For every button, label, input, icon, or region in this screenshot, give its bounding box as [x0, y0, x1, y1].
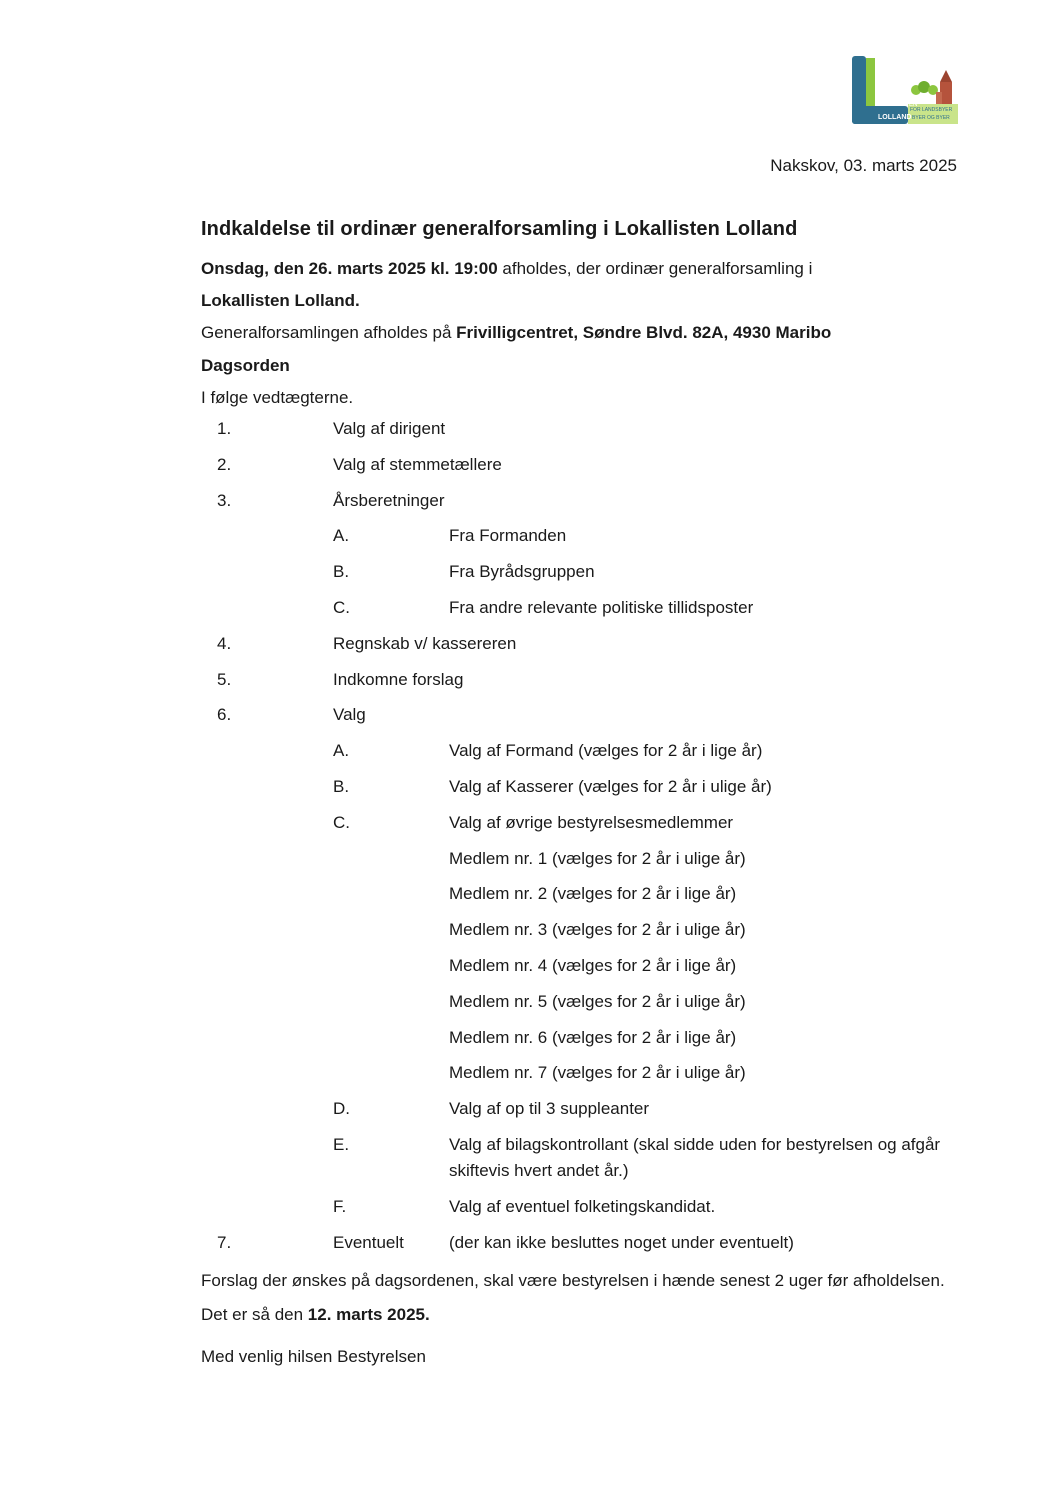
agenda-item — [201, 1130, 961, 1192]
logo-tagline-2: BYER OG BYER — [912, 115, 950, 121]
place-date: Nakskov, 03. marts 2025 — [770, 156, 957, 175]
agenda-item — [201, 987, 961, 1023]
agenda-item-label: C. — [333, 812, 350, 832]
agenda-item-detail: Valg af øvrige bestyrelsesmedlemmer — [449, 812, 734, 832]
agenda-item-label: Indkomne forslag — [333, 669, 464, 689]
intro-date — [201, 253, 961, 285]
agenda-item-detail — [449, 629, 949, 631]
intro-venue — [201, 317, 961, 349]
agenda-item — [201, 1228, 961, 1264]
agenda-item — [201, 486, 961, 522]
intro-venue-prefix: Generalforsamlingen afholdes på — [201, 323, 457, 342]
agenda-item — [201, 951, 961, 987]
agenda-item-detail: Fra Byrådsgruppen — [449, 562, 595, 582]
agenda-item-number: 5. — [217, 669, 232, 689]
agenda-item — [201, 1192, 961, 1228]
agenda-item-detail: Medlem nr. 1 (vælges for 2 år i ulige år) — [449, 848, 746, 868]
closing-deadline: 12. marts 2025. — [307, 1304, 430, 1324]
agenda-item-detail: Valg af Formand (vælges for 2 år i lige år) — [449, 741, 763, 761]
agenda-item-detail: Fra Formanden — [449, 526, 567, 546]
agenda-item-label: D. — [333, 1099, 350, 1119]
agenda-item-detail: Valg af Kasserer (vælges for 2 år i ulige år) — [449, 776, 772, 796]
agenda-item — [201, 629, 961, 665]
agenda-item-detail — [449, 450, 949, 452]
agenda-intro: I følge vedtægterne. — [201, 388, 354, 407]
agenda-item-label: A. — [333, 526, 350, 546]
intro-date-bold: Onsdag, den 26. marts 2025 kl. 19:00 — [201, 259, 498, 278]
agenda-item — [201, 736, 961, 772]
agenda-item-label: Valg af dirigent — [333, 419, 446, 438]
agenda-item-label: Valg — [333, 705, 366, 725]
agenda-item-number: 4. — [217, 633, 232, 653]
document-title: Indkaldelse til ordinær generalforsamling i Lokallisten Lolland — [201, 218, 798, 240]
agenda-item — [201, 808, 961, 844]
agenda-item-detail: Medlem nr. 2 (vælges for 2 år i lige år) — [449, 884, 737, 904]
agenda-item-label: Eventuelt — [333, 1232, 404, 1252]
agenda-item-detail — [449, 414, 949, 416]
agenda-item-detail: Medlem nr. 7 (vælges for 2 år i ulige år) — [449, 1063, 746, 1083]
agenda-item-detail — [449, 700, 949, 702]
agenda-item-detail: (der kan ikke besluttes noget under eventuelt) — [449, 1232, 794, 1252]
agenda-item-detail — [449, 665, 949, 667]
agenda-item — [201, 665, 961, 701]
agenda-item-label: B. — [333, 776, 350, 796]
agenda-item-label: F. — [333, 1196, 347, 1216]
agenda-item — [201, 879, 961, 915]
agenda-item-detail — [449, 486, 949, 488]
document-body — [201, 218, 961, 1372]
logo-text-2: LOLLAND — [878, 114, 912, 121]
agenda-item-detail: Valg af bilagskontrollant (skal sidde uden for bestyrelsen og afgår skiftevis hvert andet år.) — [449, 1134, 941, 1180]
agenda-item-label: Regnskab v/ kassereren — [333, 633, 517, 653]
agenda-item-detail: Valg af op til 3 suppleanter — [449, 1099, 650, 1119]
agenda-item — [201, 1058, 961, 1094]
agenda-item — [201, 1023, 961, 1059]
agenda-item-detail: Medlem nr. 4 (vælges for 2 år i lige år) — [449, 955, 737, 975]
agenda-item — [201, 557, 961, 593]
agenda-heading: Dagsorden — [201, 356, 290, 375]
logo-tagline-1: FOR LANDSBYER — [910, 107, 953, 113]
agenda-item-detail: Medlem nr. 3 (vælges for 2 år i ulige år) — [449, 920, 746, 940]
signoff: Med venlig hilsen Bestyrelsen — [201, 1346, 426, 1366]
agenda-item-detail: Medlem nr. 5 (vælges for 2 år i ulige år) — [449, 991, 746, 1011]
agenda-item-number: 7. — [217, 1232, 232, 1252]
agenda-item-detail: Fra andre relevante politiske tillidsposter — [449, 597, 754, 617]
agenda-item-label: A. — [333, 741, 350, 761]
agenda-item — [201, 1094, 961, 1130]
agenda-list — [201, 414, 961, 1264]
agenda-item — [201, 772, 961, 808]
agenda-item-label: Årsberetninger — [333, 490, 445, 510]
intro-org: Lokallisten Lolland. — [201, 291, 360, 310]
closing-paragraph — [201, 1264, 961, 1332]
agenda-item — [201, 700, 961, 736]
agenda-item — [201, 915, 961, 951]
agenda-item-number: 3. — [217, 490, 232, 510]
agenda-item-number: 6. — [217, 705, 232, 725]
agenda-item-label: C. — [333, 597, 350, 617]
agenda-item-label: E. — [333, 1134, 350, 1154]
agenda-item-label: Valg af stemmetællere — [333, 454, 502, 474]
lokallisten-logo — [852, 56, 958, 124]
logo-text-1: LOKALLISTEN — [877, 102, 918, 108]
agenda-item-label: B. — [333, 562, 350, 582]
intro-venue-bold: Frivilligcentret, Søndre Blvd. 82A, 4930 Maribo — [456, 323, 832, 342]
agenda-item — [201, 521, 961, 557]
agenda-item — [201, 844, 961, 880]
agenda-item-number: 1. — [217, 419, 232, 438]
agenda-item-number: 2. — [217, 454, 232, 474]
agenda-item — [201, 593, 961, 629]
intro-date-rest: afholdes, der ordinær generalforsamling i — [497, 259, 813, 278]
agenda-item-detail: Medlem nr. 6 (vælges for 2 år i lige år) — [449, 1027, 737, 1047]
agenda-item-detail: Valg af eventuel folketingskandidat. — [449, 1196, 716, 1216]
agenda-item — [201, 414, 961, 450]
closing-text: Forslag der ønskes på dagsordenen, skal være bestyrelsen i hænde senest 2 uger før afholdelsen. Det er så den — [201, 1270, 945, 1324]
agenda-item — [201, 450, 961, 486]
